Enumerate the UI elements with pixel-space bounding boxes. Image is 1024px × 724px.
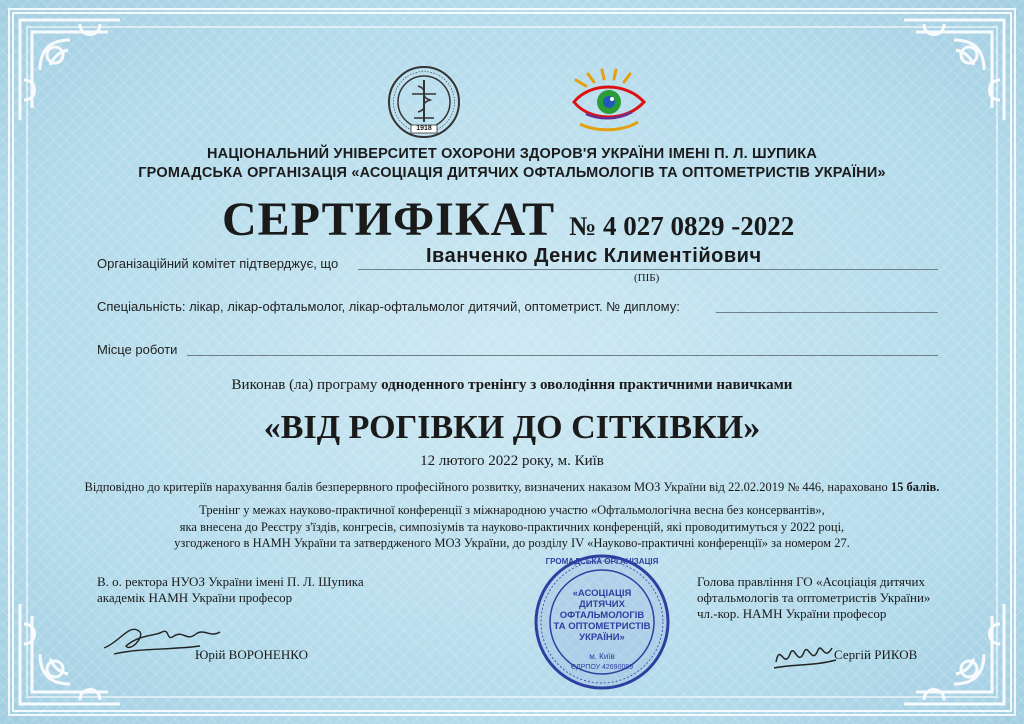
signatory-right-name: Сергій РИКОВ bbox=[834, 647, 918, 662]
program-prefix: Виконав (ла) програму bbox=[231, 377, 378, 393]
certificate-number: № 4 027 0829 -2022 bbox=[569, 211, 795, 241]
criteria-text: Відповідно до критеріїв нарахування балів безперервного професійного розвитку, визначених наказом МОЗ України від 22.02.2019 № 446, нараховано bbox=[84, 480, 888, 494]
university-seal-icon bbox=[384, 64, 464, 140]
stamp-city: м. Київ bbox=[589, 652, 615, 661]
recipient-name: Іванченко Денис Климентійович bbox=[426, 245, 762, 267]
signatory-right-line-3: чл.-кор. НАМН України професор bbox=[697, 606, 887, 621]
signatory-right-line-2: офтальмологів та оптометристів України» bbox=[697, 590, 931, 605]
training-info bbox=[0, 502, 1024, 552]
confirms-label: Організаційний комітет підтверджує, що bbox=[97, 256, 339, 271]
signatory-left-title bbox=[97, 574, 364, 606]
specialty-text: Спеціальність: лікар, лікар-офтальмолог, лікар-офтальмолог дитячий, оптометрист. № диплому: bbox=[97, 299, 680, 314]
certificate-title-text: СЕРТИФІКАТ bbox=[222, 193, 556, 246]
stamp-ring-text: ГРОМАДСЬКА ОРГАНІЗАЦІЯ bbox=[545, 557, 659, 566]
stamp-code: ЄДРПОУ 42690099 bbox=[570, 664, 634, 671]
program-type: одноденного тренінгу з оволодіння практичними навичками bbox=[381, 377, 793, 393]
stamp-line: ДИТЯЧИХ bbox=[579, 599, 625, 610]
stamp-line: ТА ОПТОМЕТРИСТІВ bbox=[553, 621, 651, 632]
workplace-label: Місце роботи bbox=[97, 342, 178, 357]
header-association: ГРОМАДСЬКА ОРГАНІЗАЦІЯ «АСОЦІАЦІЯ ДИТЯЧИХ ОФТАЛЬМОЛОГІВ ТА ОПТОМЕТРИСТІВ УКРАЇНИ» bbox=[138, 165, 886, 181]
stamp-center bbox=[552, 588, 652, 643]
header-university: НАЦІОНАЛЬНИЙ УНІВЕРСИТЕТ ОХОРОНИ ЗДОРОВ'Я УКРАЇНИ ІМЕНІ П. Л. ШУПИКА bbox=[206, 146, 818, 162]
criteria-points: 15 балів. bbox=[890, 480, 940, 494]
signatory-right-line-1: Голова правління ГО «Асоціація дитячих bbox=[697, 574, 925, 589]
association-stamp-icon bbox=[532, 552, 672, 692]
program-line bbox=[0, 377, 1024, 394]
criteria-line bbox=[0, 480, 1024, 495]
training-line-2: яка внесена до Реєстру з'їздів, конгресів, симпозіумів та науково-практичних конференцій, які проводитимуться у 2022 році, bbox=[179, 519, 845, 534]
seal-year: 1918 bbox=[416, 125, 432, 132]
signature-right-icon bbox=[770, 632, 840, 677]
stamp-line: «АСОЦІАЦІЯ bbox=[572, 588, 632, 599]
eye-logo-icon bbox=[566, 62, 650, 140]
signatory-right-title bbox=[697, 574, 930, 622]
stamp-line: УКРАЇНИ» bbox=[579, 632, 625, 643]
stamp-line: ОФТАЛЬМОЛОГІВ bbox=[559, 610, 645, 621]
diploma-underline bbox=[716, 312, 938, 313]
name-caption: (ПІБ) bbox=[634, 272, 660, 284]
training-line-1: Тренінг у межах науково-практичної конференції з міжнародною участю «Офтальмологічна весна без консервантів», bbox=[199, 503, 825, 517]
certificate-title bbox=[222, 192, 794, 247]
program-date-place: 12 лютого 2022 року, м. Київ bbox=[420, 453, 604, 469]
training-line-3: узгодженого в НАМН України та затвердженого МОЗ України, до розділу IV «Науково-практичні конференції» за номером 27. bbox=[174, 536, 850, 550]
signatory-left-line-1: В. о. ректора НУОЗ України імені П. Л. Шупика bbox=[97, 574, 364, 589]
name-underline bbox=[358, 269, 938, 270]
program-title: «ВІД РОГІВКИ ДО СІТКІВКИ» bbox=[263, 409, 761, 446]
signatory-left-line-2: академік НАМН України професор bbox=[97, 590, 293, 605]
workplace-underline bbox=[187, 355, 938, 356]
corner-ornament-icon bbox=[10, 10, 130, 130]
corner-ornament-icon bbox=[894, 10, 1014, 130]
signatory-left-name: Юрій ВОРОНЕНКО bbox=[195, 647, 308, 662]
